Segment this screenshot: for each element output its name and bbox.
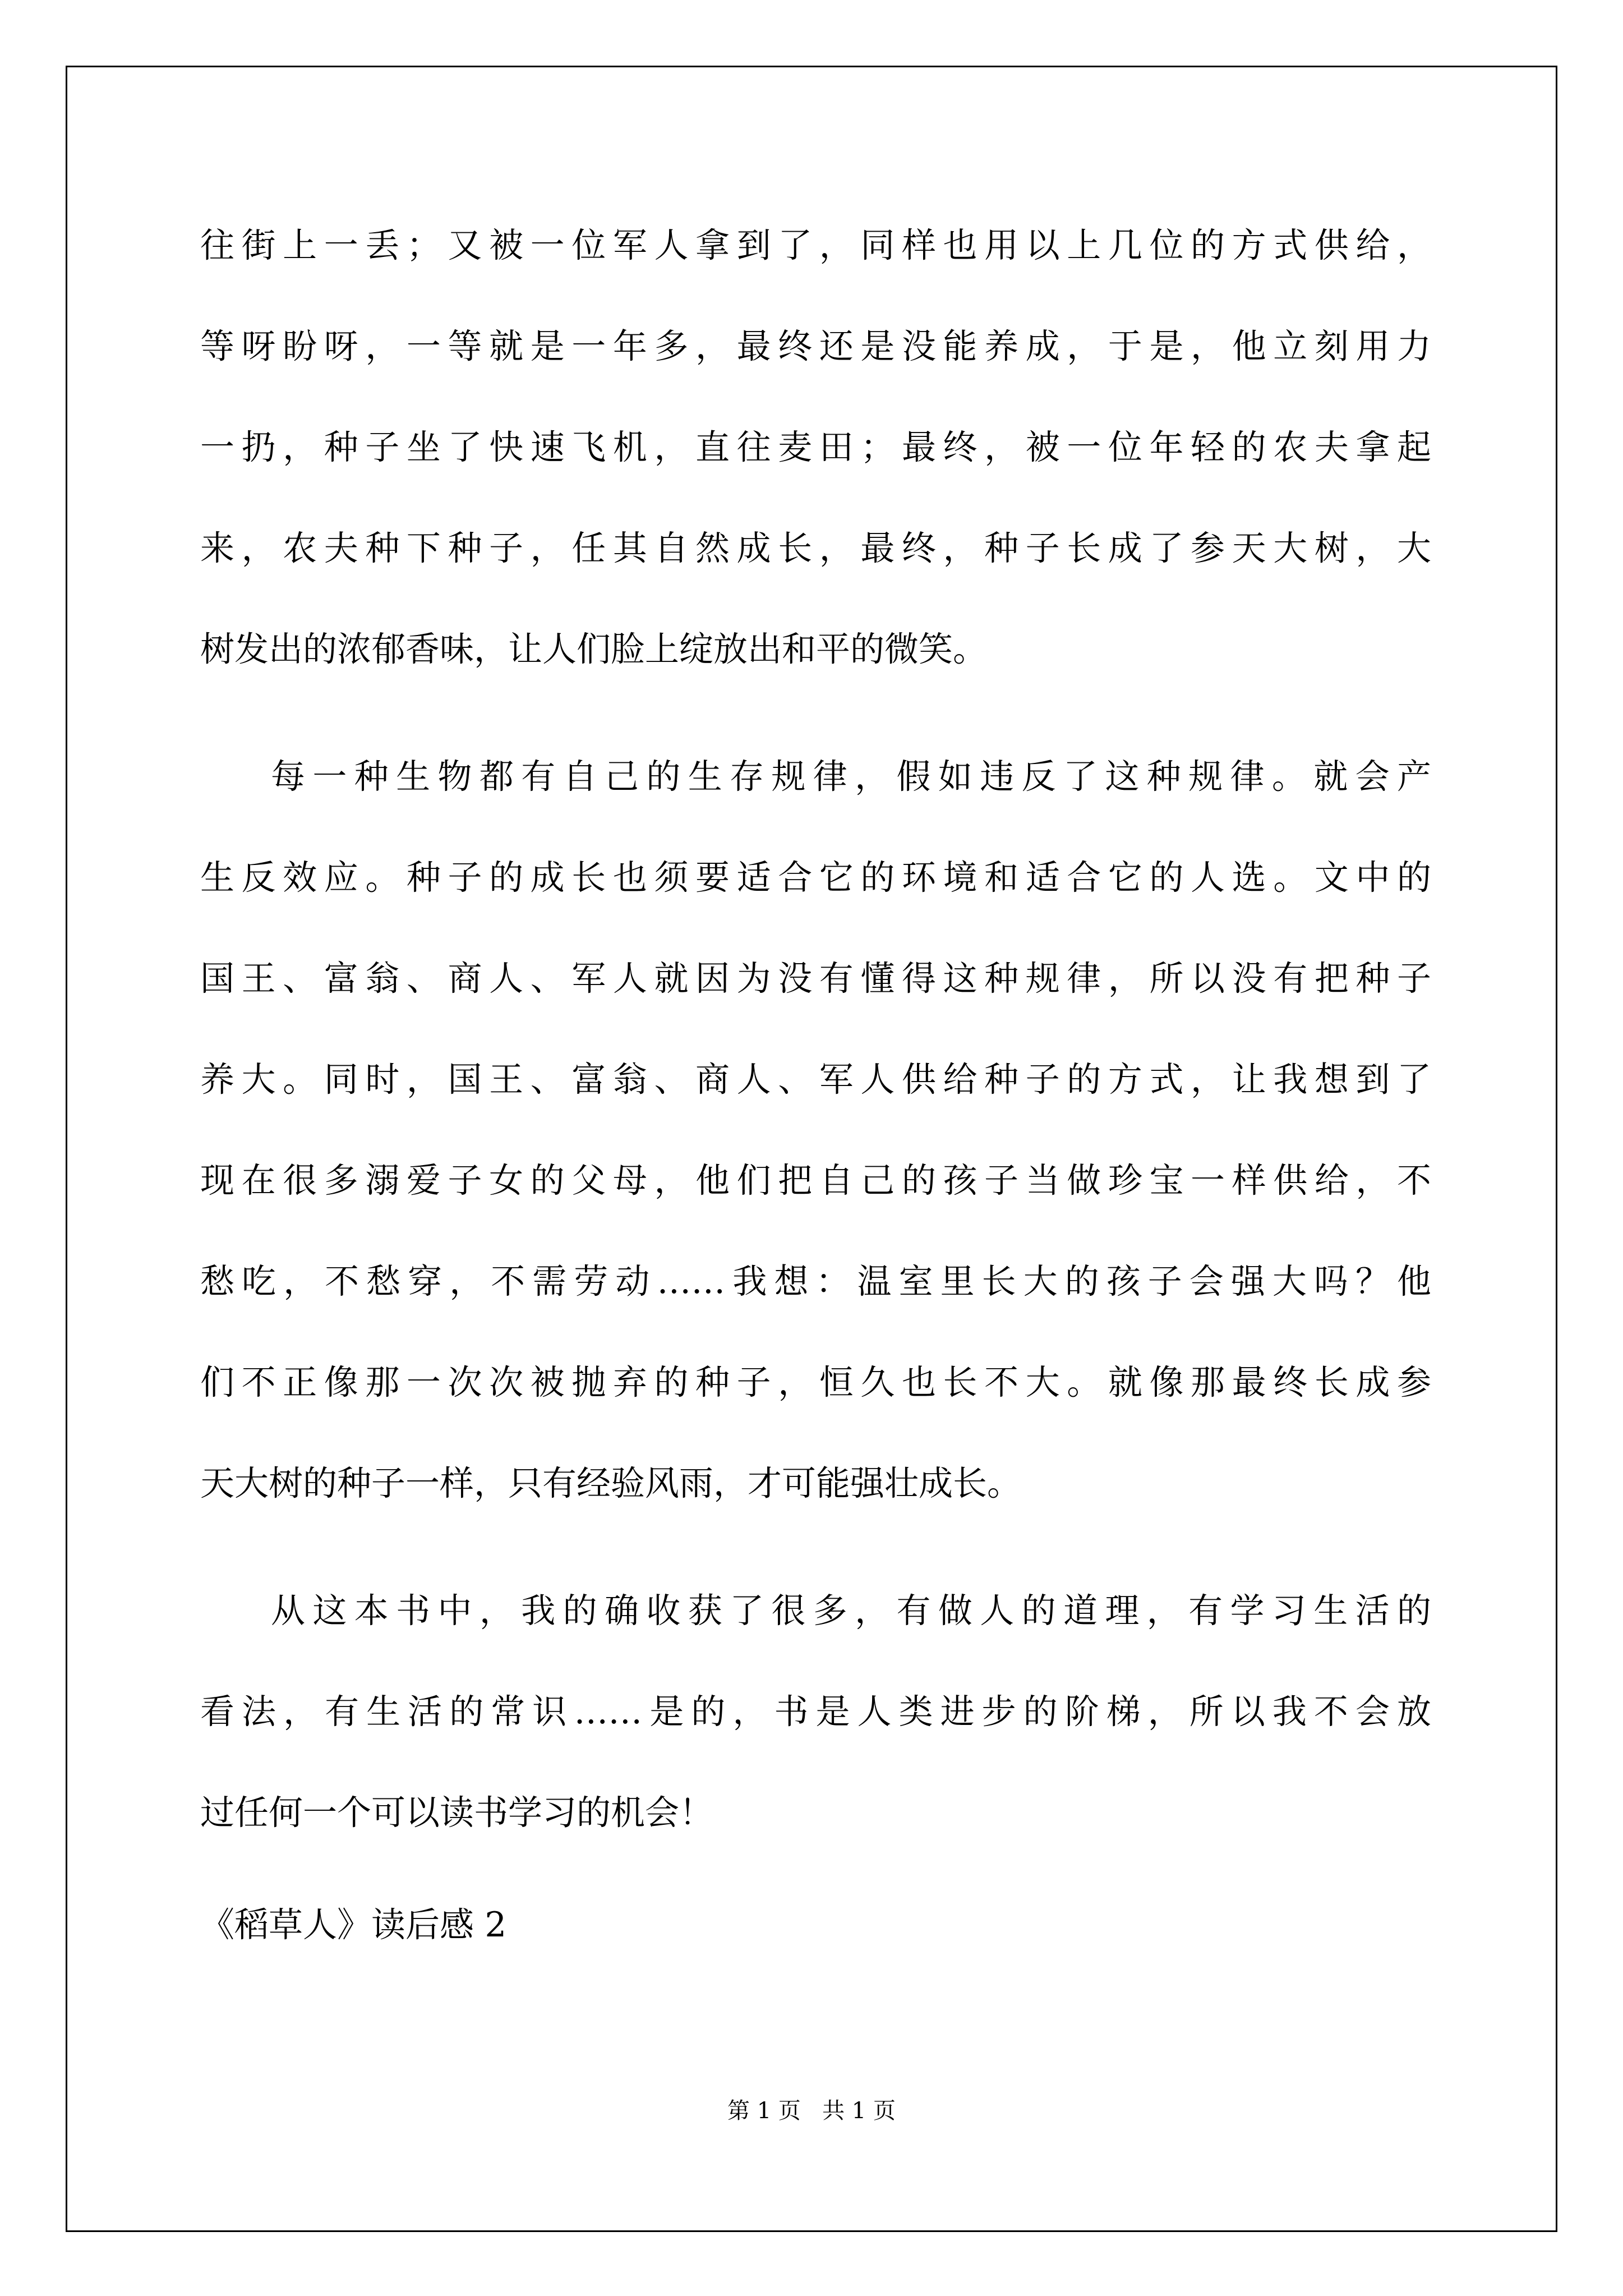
paragraph-line: 国王、富翁、商人、军人就因为没有懂得这种规律，所以没有把种子 [200,959,1431,999]
section-heading: 《稻草人》读后感 2 [200,1905,507,1945]
paragraph-line: 一扔，种子坐了快速飞机，直往麦田；最终，被一位年轻的农夫拿起 [200,427,1431,467]
paragraph-line: 天大树的种子一样，只有经验风雨，才可能强壮成长。 [200,1464,1022,1503]
paragraph-line: 往街上一丢；又被一位军人拿到了，同样也用以上几位的方式供给， [200,226,1431,265]
paragraph-line: 过任何一个可以读书学习的机会！ [200,1793,714,1833]
paragraph-line: 愁吃，不愁穿，不需劳动……我想：温室里长大的孩子会强大吗？他 [200,1262,1431,1301]
paragraph-line: 看法，有生活的常识……是的，书是人类进步的阶梯，所以我不会放 [200,1692,1431,1732]
paragraph-line: 从这本书中，我的确收获了很多，有做人的道理，有学习生活的 [271,1591,1431,1631]
paragraph-line: 来，农夫种下种子，任其自然成长，最终，种子长成了参天大树，大 [200,528,1431,568]
paragraph-line: 树发出的浓郁香味，让人们脸上绽放出和平的微笑。 [200,629,988,669]
paragraph-line: 生反效应。种子的成长也须要适合它的环境和适合它的人选。文中的 [200,858,1431,898]
page-number: 第 1 页 共 1 页 [727,2098,896,2124]
paragraph-line: 养大。同时，国王、富翁、商人、军人供给种子的方式，让我想到了 [200,1060,1431,1099]
paragraph-line: 等呀盼呀，一等就是一年多，最终还是没能养成，于是，他立刻用力 [200,326,1431,366]
paragraph-line: 每一种生物都有自己的生存规律，假如违反了这种规律。就会产 [271,757,1431,797]
paragraph-line: 现在很多溺爱子女的父母，他们把自己的孩子当做珍宝一样供给，不 [200,1161,1431,1200]
paragraph-line: 们不正像那一次次被抛弃的种子，恒久也长不大。就像那最终长成参 [200,1363,1431,1402]
